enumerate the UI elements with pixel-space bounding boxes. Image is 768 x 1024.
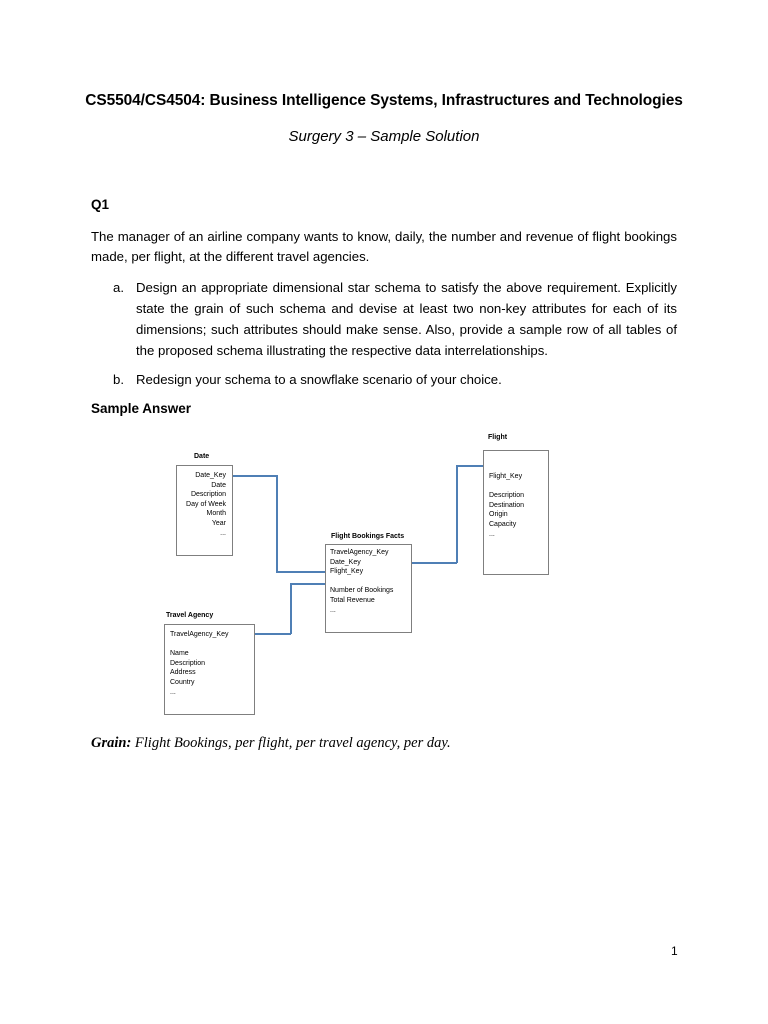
grain-label: Grain: — [91, 735, 132, 751]
question-item-b — [113, 369, 677, 391]
table-field: Country — [170, 678, 195, 686]
page-number: 1 — [671, 944, 678, 958]
question-label: Q1 — [91, 197, 110, 212]
table-field: Destination — [489, 501, 525, 509]
connector-line — [456, 465, 484, 467]
question-prompt: The manager of an airline company wants to know, daily, the number and revenue of flight bookings made, per flight, at the different travel agencies. — [91, 229, 677, 264]
table-field: Address — [170, 669, 196, 677]
table-field: Description — [170, 659, 206, 667]
connector-line — [254, 633, 291, 635]
table-field: Description — [489, 492, 525, 500]
facts-table — [325, 544, 412, 633]
table-field: Flight_Key — [330, 568, 364, 576]
connector-line — [290, 583, 292, 634]
flight-table — [483, 450, 549, 575]
table-field: ... — [220, 529, 226, 537]
table-field — [170, 640, 254, 650]
date-table — [176, 465, 233, 556]
date-table-title: Date — [194, 453, 210, 460]
connector-line — [276, 571, 326, 573]
grain-statement — [91, 735, 451, 752]
agency-table — [164, 624, 255, 715]
table-field: Date — [211, 481, 226, 489]
item-text: Redesign your schema to a snowflake scenario of your choice. — [136, 372, 502, 387]
item-text: Design an appropriate dimensional star schema to satisfy the above requirement. Explicitly state the grain of such schema and devise at least two non-key attributes for each of its dimensions; such attributes should make sense. Also, provide a sample row of all tables of the proposed schema illustrating the respective data interrelationships. — [136, 280, 677, 358]
table-field: Day of Week — [186, 500, 226, 508]
connector-line — [456, 465, 458, 563]
agency-table-title: Travel Agency — [166, 612, 214, 619]
table-field: Number of Bookings — [330, 587, 394, 595]
grain-text: Flight Bookings, per flight, per travel agency, per day. — [131, 735, 451, 751]
connector-line — [276, 475, 278, 572]
table-field: Date_Key — [330, 558, 361, 566]
table-field — [489, 482, 548, 492]
table-field: ... — [170, 688, 176, 696]
sample-answer-heading: Sample Answer — [91, 401, 192, 416]
table-field — [330, 577, 411, 587]
flight-table-title: Flight — [488, 434, 508, 441]
question-item-a — [113, 277, 677, 361]
facts-table-title: Flight Bookings Facts — [331, 533, 405, 540]
table-field: ... — [489, 530, 495, 538]
connector-line — [411, 562, 457, 564]
table-field: ... — [330, 606, 336, 614]
table-field: Total Revenue — [330, 596, 375, 604]
item-marker: b. — [113, 372, 124, 387]
table-field: TravelAgency_Key — [170, 631, 229, 638]
connector-line — [232, 475, 277, 477]
table-field: Name — [170, 650, 189, 658]
table-field: Year — [211, 519, 226, 527]
table-field: Description — [190, 491, 226, 499]
table-field: Date_Key — [195, 472, 226, 479]
table-field: TravelAgency_Key — [330, 549, 389, 556]
document-subtitle: Surgery 3 – Sample Solution — [288, 128, 480, 145]
connector-line — [290, 583, 326, 585]
table-field: Capacity — [489, 520, 517, 528]
table-field: Flight_Key — [489, 473, 523, 480]
document-title: CS5504/CS4504: Business Intelligence Systems, Infrastructures and Technologies — [85, 92, 683, 109]
table-field: Origin — [489, 511, 508, 519]
item-marker: a. — [113, 280, 124, 295]
table-field: Month — [206, 510, 226, 518]
